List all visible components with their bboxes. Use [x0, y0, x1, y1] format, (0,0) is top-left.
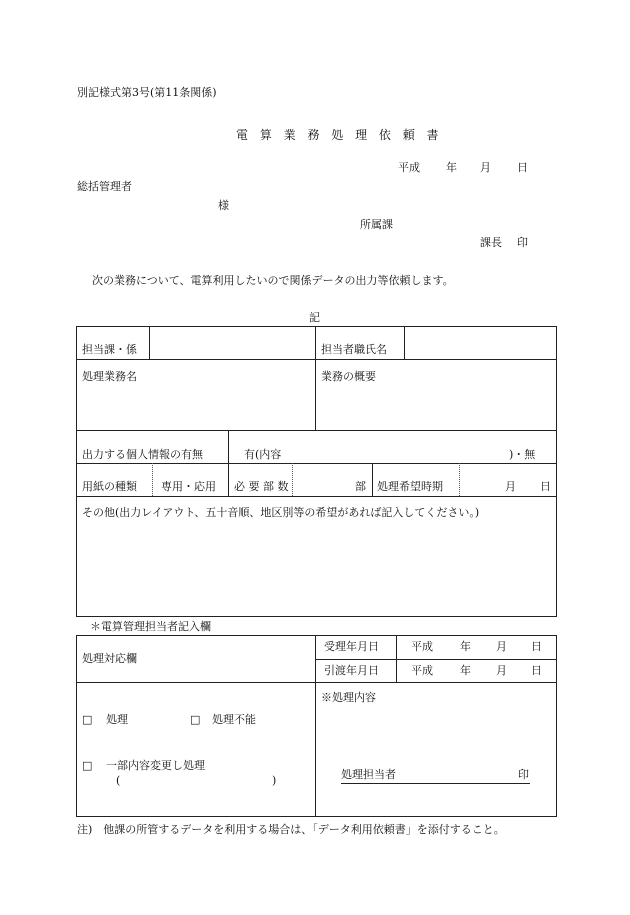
request-table [76, 326, 557, 617]
gyomu-gaiyo-label: 業務の概要 [321, 370, 376, 383]
checkbox-shori[interactable]: □ [82, 713, 93, 726]
ari-naiyo: 有(内容 [244, 448, 282, 461]
date-day: 日 [517, 161, 528, 174]
bu-unit: 部 [355, 480, 366, 493]
chief-label: 課長 [480, 236, 502, 249]
juri-day: 日 [531, 640, 542, 653]
checkbox-henko[interactable]: □ [82, 759, 93, 772]
tanto-ka-label: 担当課・係 [82, 343, 137, 356]
opt-funo-label: 処理不能 [212, 713, 256, 726]
seal-mark: 印 [517, 236, 528, 249]
hikiwatashi-era: 平成 [411, 664, 433, 677]
tantosha-seal: 印 [518, 768, 529, 781]
hitsuyo-busu-label: 必 要 部 数 [234, 480, 289, 493]
juri-label: 受理年月日 [324, 640, 379, 653]
signature-line [341, 783, 530, 784]
form-number: 別記様式第3号(第11条関係) [77, 86, 217, 99]
juri-month: 月 [496, 640, 507, 653]
yoshi-label: 用紙の種類 [82, 480, 137, 493]
date-month: 月 [480, 161, 491, 174]
intro-text: 次の業務について、電算利用したいので関係データの出力等依頼します。 [92, 274, 454, 287]
taio-label: 処理対応欄 [82, 652, 137, 665]
kibo-day: 日 [540, 480, 551, 493]
tanto-shimei-label: 担当者職氏名 [321, 343, 387, 356]
department-label: 所属課 [360, 218, 393, 231]
opt-henko-label: 一部内容変更し処理 [106, 759, 205, 772]
shori-gyomu-label: 処理業務名 [82, 370, 137, 383]
kibo-month: 月 [505, 480, 516, 493]
admin-section-label: ＊電算管理担当者記入欄 [90, 620, 211, 633]
hikiwatashi-month: 月 [496, 664, 507, 677]
kojin-joho-label: 出力する個人情報の有無 [82, 448, 203, 461]
yoshi-value: 専用・応用 [161, 480, 216, 493]
juri-era: 平成 [411, 640, 433, 653]
henko-paren-open: ( [116, 774, 121, 787]
admin-table [76, 635, 557, 817]
juri-year: 年 [460, 640, 471, 653]
henko-paren-close: ) [272, 774, 277, 787]
nashi: )・無 [509, 448, 536, 461]
document-title: 電 算 業 務 処 理 依 頼 書 [236, 128, 443, 142]
hikiwatashi-year: 年 [460, 664, 471, 677]
tantosha-label: 処理担当者 [341, 768, 396, 781]
checkbox-funo[interactable]: □ [190, 713, 201, 726]
honorific: 様 [218, 199, 229, 212]
date-year: 年 [446, 161, 457, 174]
hikiwatashi-label: 引渡年月日 [324, 664, 379, 677]
opt-shori-label: 処理 [106, 713, 128, 726]
kibo-jiki-label: 処理希望時期 [377, 480, 443, 493]
ki-label: 記 [309, 311, 320, 324]
date-era: 平成 [398, 161, 420, 174]
sonota-label: その他(出力レイアウト、五十音順、地区別等の希望があれば記入してください。) [82, 506, 480, 519]
footnote: 注) 他課の所管するデータを利用する場合は、「データ利用依頼書」を添付すること。 [77, 823, 505, 836]
hikiwatashi-day: 日 [531, 664, 542, 677]
shori-naiyo-label: ※処理内容 [321, 691, 376, 704]
recipient: 総括管理者 [77, 180, 132, 193]
